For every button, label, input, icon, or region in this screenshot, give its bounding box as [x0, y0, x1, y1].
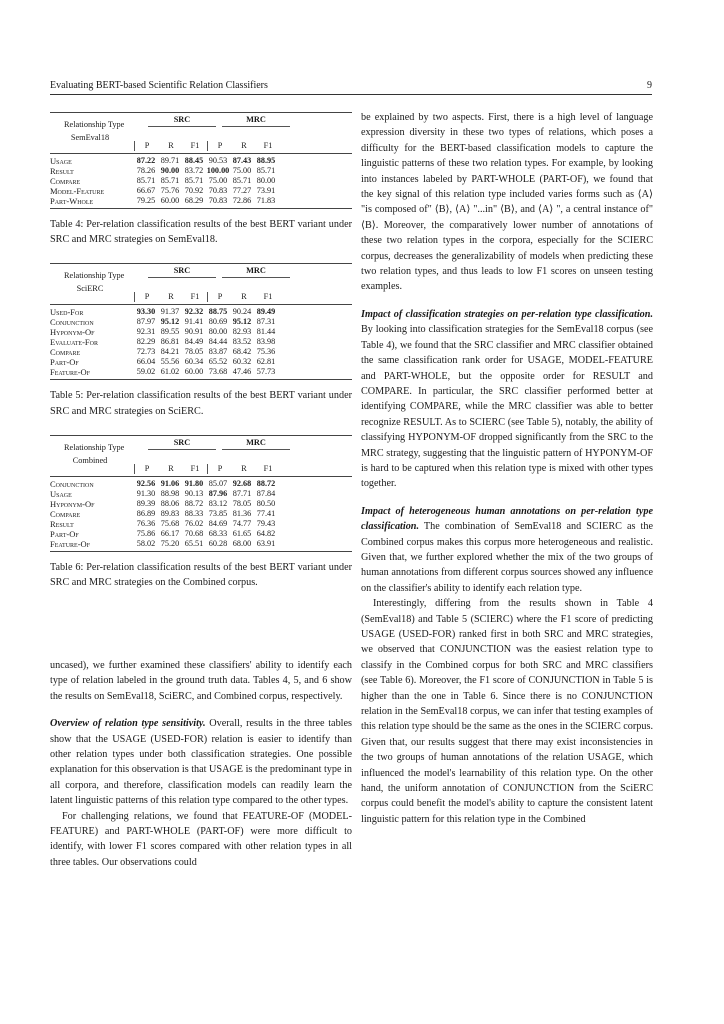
- table-4-col: F1: [263, 141, 273, 150]
- row-label: Evaluate-For: [50, 337, 98, 348]
- cell: 90.91: [184, 327, 204, 337]
- table-row: [50, 156, 352, 166]
- cell: 89.49: [256, 307, 276, 317]
- cell: 75.00: [232, 165, 252, 175]
- left-body-text: [50, 658, 352, 870]
- paragraph-heading: Overview of relation type sensitivity.: [50, 718, 206, 730]
- cell: 87.97: [136, 317, 156, 327]
- cell: 85.71: [160, 175, 180, 185]
- cell: 81.36: [232, 508, 252, 518]
- cell: 87.22: [136, 155, 156, 165]
- cell: 91.30: [136, 488, 156, 498]
- paragraph-body: The combination of SemEval18 and SCIERC as the Combined corpus makes this corpus more heterogeneous and realistic. Given that, we further explored whether the mix of the two groups of human annotations from different corpus sources showed any influence on the classifier's ability to identify each relation type.: [361, 521, 653, 594]
- table-6-group-mrc: MRC: [246, 437, 266, 447]
- left-column: [50, 112, 352, 590]
- cell: 84.21: [160, 347, 180, 357]
- row-label: Conjunction: [50, 478, 94, 489]
- cell: 81.44: [256, 327, 276, 337]
- table-5-rt: Relationship Type: [64, 271, 125, 281]
- row-label: Compare: [50, 508, 81, 519]
- cell: 77.27: [232, 185, 252, 195]
- table-row: [50, 327, 352, 337]
- table-6-col: P: [207, 464, 232, 474]
- cell: 65.52: [208, 357, 228, 367]
- table-row: [50, 307, 352, 317]
- running-header: [50, 80, 652, 95]
- cell: 75.76: [160, 185, 180, 195]
- cell: 65.51: [184, 538, 204, 548]
- cell: 85.71: [136, 175, 156, 185]
- table-5-group-mrc: MRC: [246, 266, 266, 276]
- cell: 87.43: [232, 155, 252, 165]
- cell: 88.75: [208, 307, 228, 317]
- row-label: Result: [50, 165, 74, 176]
- cell: 76.36: [136, 518, 156, 528]
- cell: 89.39: [136, 498, 156, 508]
- cell: 83.98: [256, 337, 276, 347]
- row-label: Feature-Of: [50, 367, 91, 378]
- cell: 89.55: [160, 327, 180, 337]
- paragraph: uncased), we further examined these classifiers' ability to identify each type of relation labeled in the ground truth data. Tables 4, 5, and 6 show the results on SemEval18, SciERC, and Combined corpus, respectively.: [50, 660, 352, 702]
- table-5-group-src: SRC: [173, 266, 191, 276]
- cell: 89.83: [160, 508, 180, 518]
- cell: 62.81: [256, 357, 276, 367]
- row-label: Compare: [50, 347, 81, 358]
- table-row: [50, 367, 352, 377]
- cell: 78.05: [184, 347, 204, 357]
- cell: 72.73: [136, 347, 156, 357]
- cell: 59.02: [136, 367, 156, 377]
- table-row: [50, 186, 352, 196]
- cell: 90.13: [184, 488, 204, 498]
- cell: 84.69: [208, 518, 228, 528]
- table-5-col: F1: [190, 292, 200, 302]
- paragraph-heading: Impact of classification strategies on per-relation type classification.: [361, 308, 653, 320]
- cell: 75.00: [208, 175, 228, 185]
- cell: 88.06: [160, 498, 180, 508]
- table-4-group-mrc: MRC: [246, 115, 266, 124]
- cell: 83.12: [208, 498, 228, 508]
- cell: 95.12: [232, 317, 252, 327]
- cell: 68.00: [232, 538, 252, 548]
- cell: 83.52: [232, 337, 252, 347]
- table-6-col: F1: [263, 463, 273, 473]
- cell: 85.71: [256, 165, 276, 175]
- table-row: [50, 317, 352, 327]
- row-label: Part-Of: [50, 528, 79, 539]
- row-label: Used-For: [50, 307, 84, 318]
- cell: 68.42: [232, 347, 252, 357]
- table-5-corpus: SciERC: [76, 284, 104, 294]
- cell: 75.86: [136, 528, 156, 538]
- cell: 60.00: [160, 195, 180, 205]
- cell: 90.00: [160, 165, 180, 175]
- paragraph: For challenging relations, we found that FEATURE-OF (MODEL-FEATURE) and PART-WHOLE (PART-OF) were more difficult to identify, with lower F1 scores compared with other relation types in all three tables. Our observations could: [50, 810, 352, 868]
- cell: 91.06: [160, 478, 180, 488]
- cell: 61.02: [160, 367, 180, 377]
- cell: 73.68: [208, 367, 228, 377]
- cell: 60.00: [184, 367, 204, 377]
- table-row: [50, 166, 352, 176]
- paragraph: Interestingly, differing from the results shown in Table 4 (SemEval18) and Table 5 (SCIERC) where the F1 score of predicting USAGE (USED-FOR) ranked first in both SRC and MRC strategies, we observed that CONJUNCTION was the easiest relation type to classify in the Combined corpus for both SRC and MRC classifiers (see Table 6). Moreover, the F1 score of CONJUNCTION in Table 5 is higher than the one in Table 6. Since there is no CONJUNCTION relation in the SemEval18 corpus, we can infer that testing examples of this relation type should be the same as the ones in the SCIERC corpus. Given that, our results suggest that there may exist inconsistencies in the two groups of human annotations of the relation USAGE, which influenced the model's learnability of this relation type. On the other hand, the uniform annotation of CONJUNCTION from the SciERC corpus could benefit the model's ability to capture the consistent latent linguistic pattern for this relation type in the Combined: [361, 598, 653, 825]
- table-4-col: P: [207, 141, 232, 151]
- cell: 83.72: [184, 165, 204, 175]
- table-4-caption: Table 4: Per-relation classification results of the best BERT variant under SRC and MRC strategies on SemEval18.: [50, 219, 352, 246]
- cell: 64.82: [256, 528, 276, 538]
- table-row: [50, 509, 352, 519]
- cell: 88.45: [184, 155, 204, 165]
- row-label: Hyponym-Of: [50, 327, 95, 338]
- row-label: Feature-Of: [50, 538, 91, 549]
- table-4-col: R: [241, 141, 247, 150]
- cell: 63.91: [256, 538, 276, 548]
- table-5-col: P: [207, 292, 232, 302]
- cell: 68.33: [208, 528, 228, 538]
- cell: 57.73: [256, 367, 276, 377]
- running-title: Evaluating BERT-based Scientific Relation Classifiers: [50, 80, 268, 91]
- cell: 73.85: [208, 508, 228, 518]
- cell: 66.67: [136, 185, 156, 195]
- table-4-col: P: [134, 141, 159, 151]
- paragraph: be explained by two aspects. First, there is a high level of language expression diversity in these two types of relations, which poses a difficulty for the BERT-based classification models to capture the linguistic patterns of these two relation types. For example, by looking into instances labeled by PART-WHOLE (PART-OF), we found that the key signal of this relation type included varies forms such as ⟨A⟩ "is composed of" ⟨B⟩, ⟨A⟩ "...in" ⟨B⟩, and ⟨A⟩ ", a central instance of" ⟨B⟩. Moreover, the comparatively lower number of annotations of these two relation types in the corpora, especially for the SCIERC corpus, decreases the generalizability of models when predicting these two relation types, and thus leads to low F1 scores on unseen testing examples.: [361, 112, 653, 293]
- cell: 61.65: [232, 528, 252, 538]
- cell: 93.30: [136, 307, 156, 317]
- cell: 80.00: [256, 175, 276, 185]
- cell: 86.81: [160, 337, 180, 347]
- cell: 76.02: [184, 518, 204, 528]
- cell: 80.50: [256, 498, 276, 508]
- cell: 82.29: [136, 337, 156, 347]
- row-label: Conjunction: [50, 317, 94, 328]
- cell: 88.98: [160, 488, 180, 498]
- table-row: [50, 176, 352, 186]
- cell: 87.71: [232, 488, 252, 498]
- cell: 92.68: [232, 478, 252, 488]
- row-label: Usage: [50, 155, 72, 166]
- cell: 86.89: [136, 508, 156, 518]
- cell: 90.24: [232, 307, 252, 317]
- table-6-group-src: SRC: [173, 437, 191, 447]
- cell: 58.02: [136, 538, 156, 548]
- cell: 89.71: [160, 155, 180, 165]
- table-6-col: P: [134, 464, 159, 474]
- cell: 80.00: [208, 327, 228, 337]
- cell: 85.71: [232, 175, 252, 185]
- cell: 77.41: [256, 508, 276, 518]
- table-6-corpus: Combined: [72, 455, 108, 465]
- row-label: Model-Feature: [50, 185, 105, 196]
- cell: 78.05: [232, 498, 252, 508]
- cell: 91.80: [184, 478, 204, 488]
- table-4-group-src: SRC: [173, 115, 191, 124]
- cell: 83.87: [208, 347, 228, 357]
- cell: 60.34: [184, 357, 204, 367]
- table-5-col: R: [168, 292, 174, 302]
- table-4: [50, 112, 352, 247]
- cell: 79.25: [136, 195, 156, 205]
- table-row: [50, 499, 352, 509]
- paragraph-body: By looking into classification strategies for the SemEval18 corpus (see Table 4), we found that the SRC classifier and MRC classifier obtained the same classification rank order for USAGE, MODEL-FEATURE and PART-WHOLE, but the opposite order for RESULT and COMPARE. In particular, the SRC classifier performed better at identifying COMPARE, while the MRC classifier was able to better recognize RESULT. As to SCIERC (see Table 5), notably, the ability of classifying HYPONYM-OF dropped significantly from the SRC to the MRC strategy, suggesting that the linguistic pattern of HYPONYM-OF is hard to be captured when this relation type is mixed with other types together.: [361, 324, 653, 490]
- cell: 92.56: [136, 478, 156, 488]
- table-row: [50, 196, 352, 206]
- cell: 70.68: [184, 528, 204, 538]
- cell: 68.29: [184, 195, 204, 205]
- paragraph-heading: Impact of heterogeneous human annotations on per-relation type classification.: [361, 505, 653, 533]
- cell: 71.83: [256, 195, 276, 205]
- row-label: Part-Whole: [50, 195, 94, 206]
- cell: 66.17: [160, 528, 180, 538]
- table-row: [50, 489, 352, 499]
- cell: 87.31: [256, 317, 276, 327]
- cell: 95.12: [160, 317, 180, 327]
- cell: 75.20: [160, 538, 180, 548]
- cell: 87.96: [208, 488, 228, 498]
- cell: 47.46: [232, 367, 252, 377]
- row-label: Usage: [50, 488, 72, 499]
- cell: 88.95: [256, 155, 276, 165]
- page-number: 9: [647, 80, 652, 91]
- cell: 82.93: [232, 327, 252, 337]
- table-4-col: R: [168, 141, 174, 150]
- cell: 74.77: [232, 518, 252, 528]
- table-row: [50, 519, 352, 529]
- cell: 75.36: [256, 347, 276, 357]
- cell: 75.68: [160, 518, 180, 528]
- cell: 92.31: [136, 327, 156, 337]
- cell: 84.49: [184, 337, 204, 347]
- cell: 60.32: [232, 357, 252, 367]
- cell: 55.56: [160, 357, 180, 367]
- cell: 88.72: [184, 498, 204, 508]
- row-label: Compare: [50, 175, 81, 186]
- cell: 70.83: [208, 195, 228, 205]
- table-6-col: R: [241, 463, 247, 473]
- cell: 73.91: [256, 185, 276, 195]
- paragraph: [361, 504, 653, 596]
- row-label: Part-Of: [50, 357, 79, 368]
- cell: 66.04: [136, 357, 156, 367]
- cell: 78.26: [136, 165, 156, 175]
- table-6-col: F1: [190, 463, 200, 473]
- table-5-col: F1: [263, 292, 273, 302]
- cell: 85.71: [184, 175, 204, 185]
- cell: 60.28: [208, 538, 228, 548]
- table-row: [50, 479, 352, 489]
- row-label: Result: [50, 518, 74, 529]
- table-5-col: P: [134, 292, 159, 302]
- table-5-caption: Table 5: Per-relation classification results of the best BERT variant under SRC and MRC strategies on SciERC.: [50, 390, 352, 417]
- cell: 85.07: [208, 478, 228, 488]
- cell: 72.86: [232, 195, 252, 205]
- table-row: [50, 337, 352, 347]
- table-row: [50, 357, 352, 367]
- table-6-rt: Relationship Type: [64, 442, 125, 452]
- paragraph: [361, 307, 653, 492]
- table-4-corpus: SemEval18: [70, 133, 110, 142]
- table-5: [50, 263, 352, 418]
- table-6: [50, 435, 352, 590]
- cell: 100.00: [206, 165, 230, 175]
- table-4-rt: Relationship Type: [64, 120, 125, 129]
- cell: 91.41: [184, 317, 204, 327]
- row-label: Hyponym-Of: [50, 498, 95, 509]
- cell: 80.69: [208, 317, 228, 327]
- table-5-col: R: [241, 292, 247, 302]
- table-6-col: R: [168, 463, 174, 473]
- cell: 79.43: [256, 518, 276, 528]
- table-row: [50, 347, 352, 357]
- paragraph: [50, 716, 352, 808]
- cell: 90.53: [208, 155, 228, 165]
- cell: 88.72: [256, 478, 276, 488]
- paragraph-body: Overall, results in the three tables show that the USAGE (USED-FOR) relation is easier to identify than other relation types under both classification strategies. One possible explanation for this observation is that USAGE is the predominant type in all corpora, and therefore, classification models can readily learn the latent linguistic patterns of this relation type compared to the other types.: [50, 718, 352, 807]
- table-row: [50, 529, 352, 539]
- table-4-col: F1: [190, 141, 200, 150]
- cell: 70.92: [184, 185, 204, 195]
- cell: 87.84: [256, 488, 276, 498]
- cell: 92.32: [184, 307, 204, 317]
- cell: 88.33: [184, 508, 204, 518]
- cell: 91.37: [160, 307, 180, 317]
- table-row: [50, 539, 352, 549]
- right-body-text: [361, 110, 653, 827]
- table-6-caption: Table 6: Per-relation classification results of the best BERT variant under SRC and MRC strategies on the Combined corpus.: [50, 561, 352, 589]
- cell: 84.44: [208, 337, 228, 347]
- cell: 70.83: [208, 185, 228, 195]
